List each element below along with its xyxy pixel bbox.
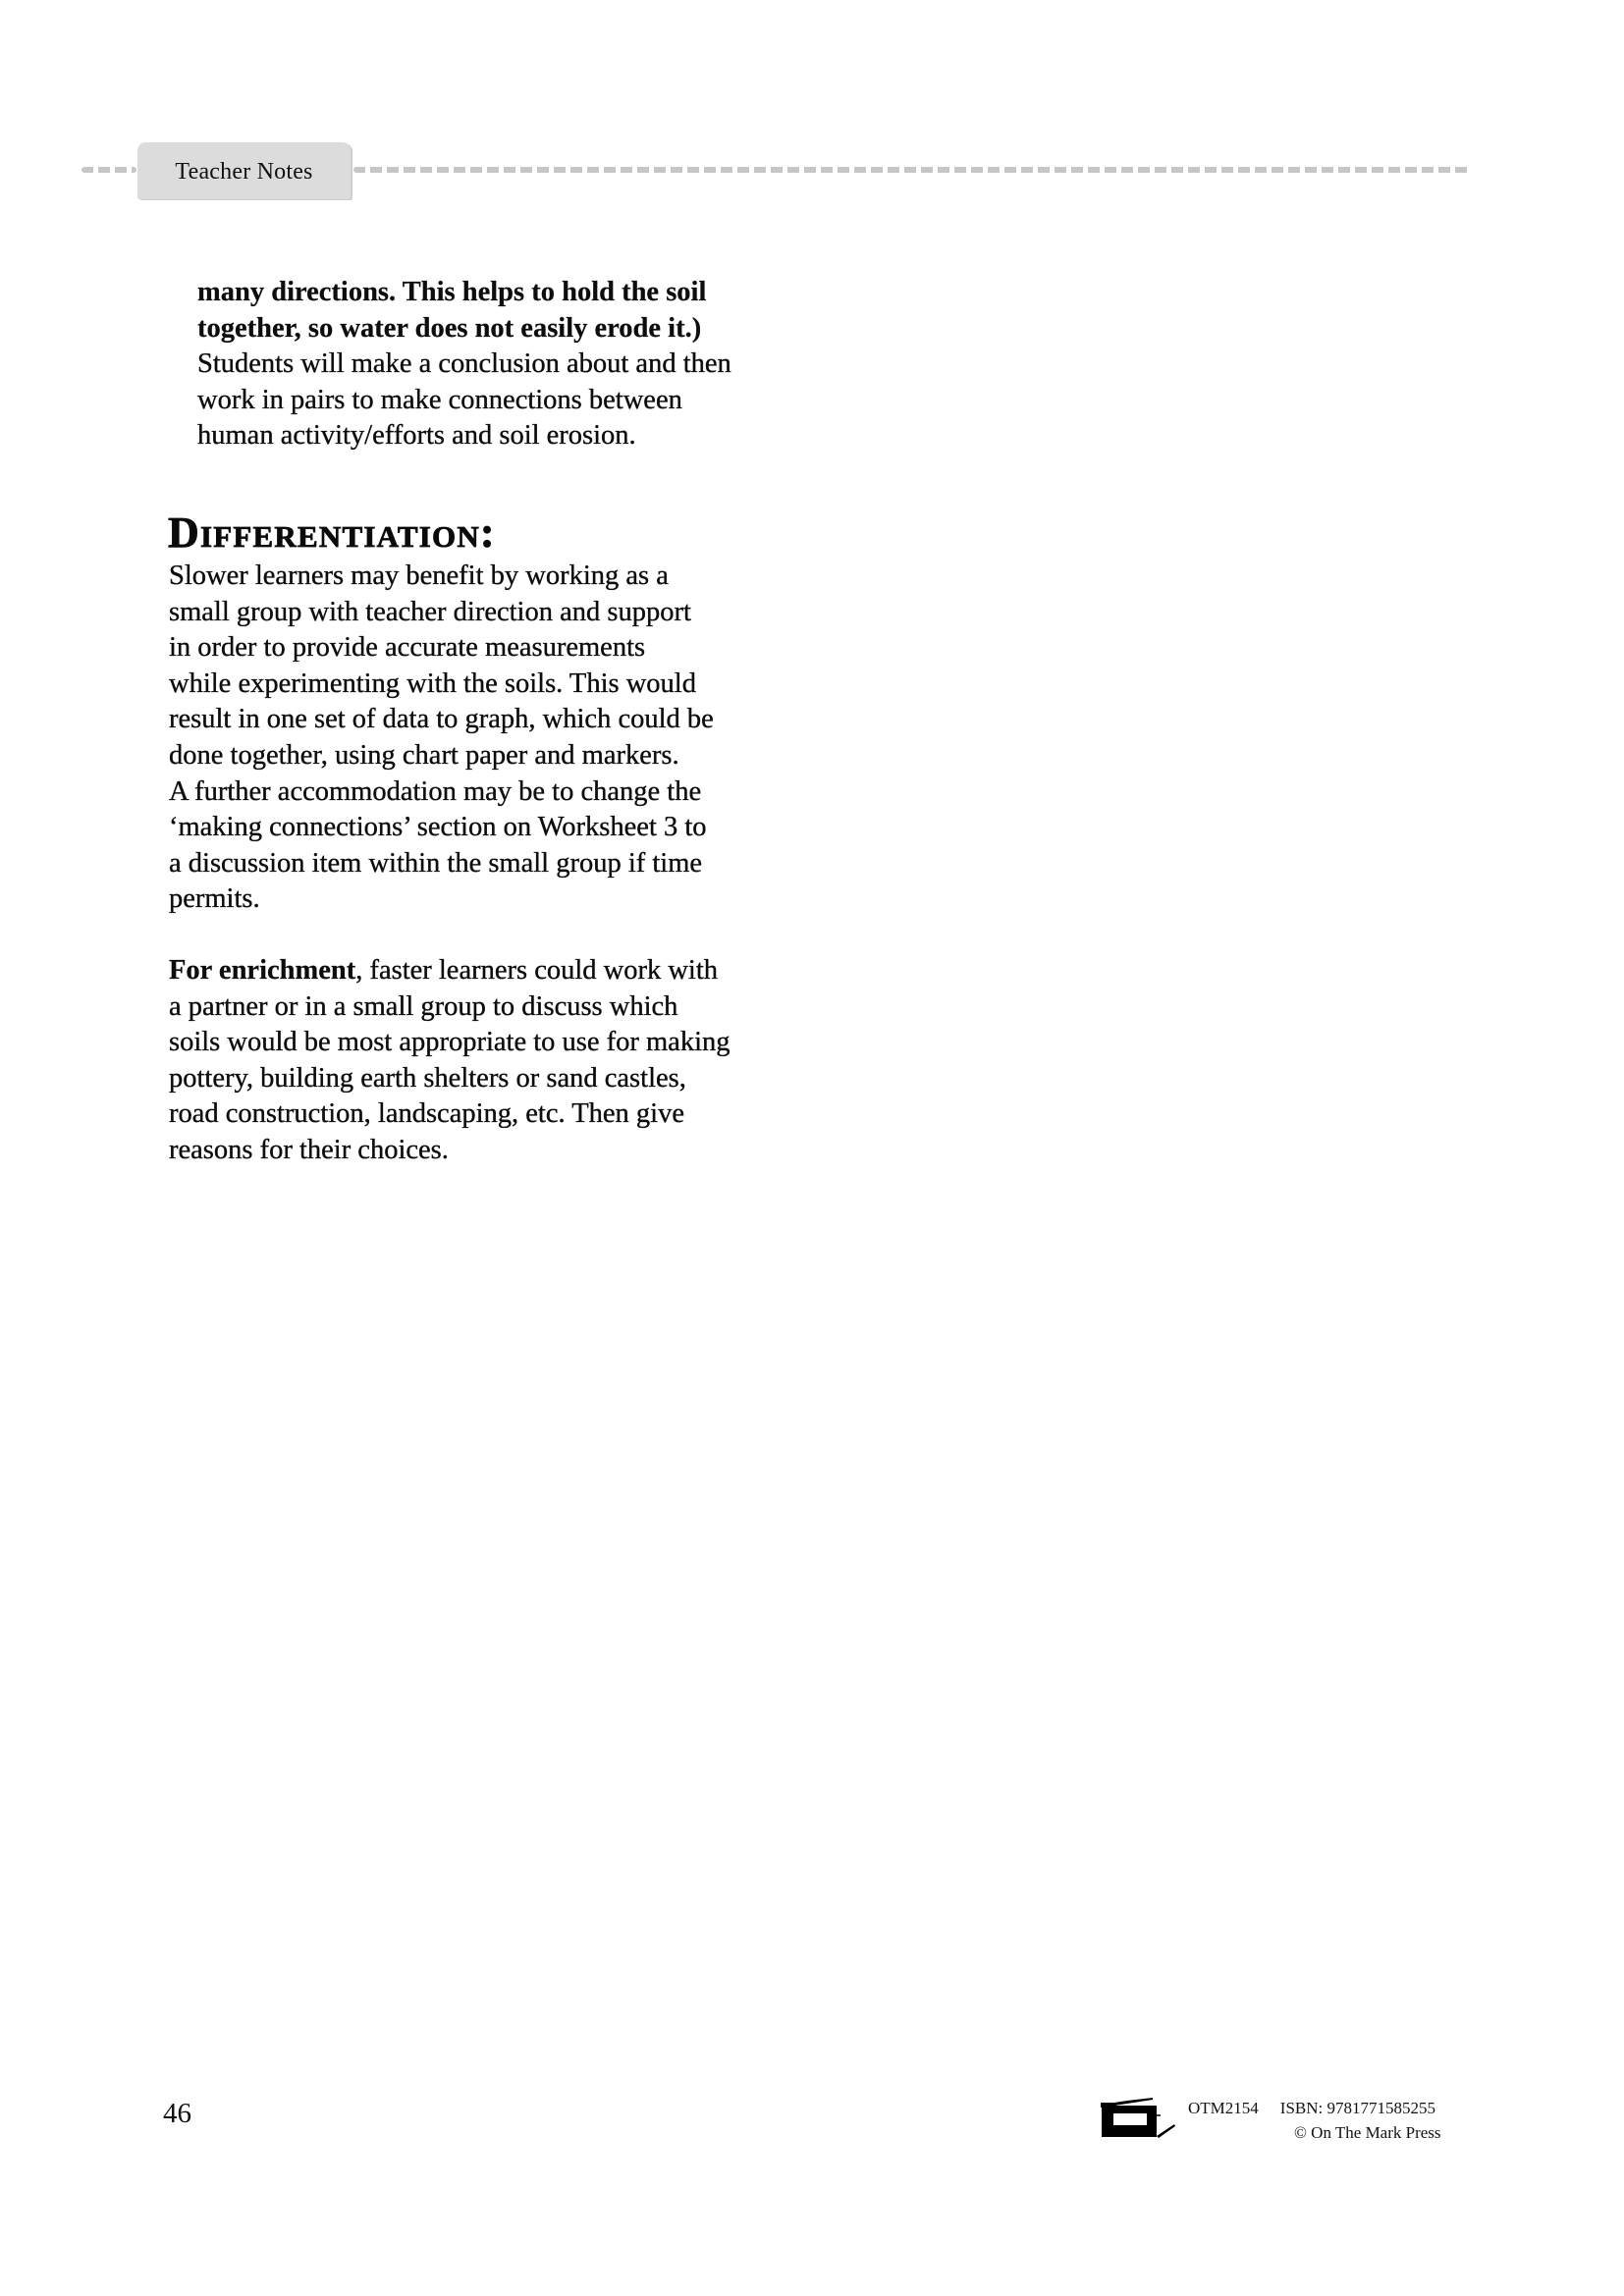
isbn: ISBN: 9781771585255 — [1279, 2099, 1435, 2117]
text-line: ‘making connections’ section on Worksheet 3 to — [169, 812, 707, 843]
differentiation-paragraph — [169, 559, 714, 918]
text-line: small group with teacher direction and support — [169, 596, 691, 627]
text-line: together, so water does not easily erode it.) — [197, 312, 702, 344]
text-line: road construction, landscaping, etc. Then give — [169, 1098, 684, 1130]
text-line: reasons for their choices. — [169, 1134, 449, 1165]
text-line: Slower learners may benefit by working as a — [169, 561, 669, 591]
differentiation-heading: Differentiation: — [168, 508, 496, 557]
text-line: human activity/efforts and soil erosion. — [197, 420, 636, 452]
text-line: work in pairs to make connections between — [197, 384, 682, 415]
text-line — [169, 953, 731, 989]
text-line: soils would be most appropriate to use for making — [169, 1027, 731, 1058]
product-code: OTM2154 — [1188, 2099, 1259, 2117]
text-line: a discussion item within the small group if time — [169, 847, 703, 879]
enrichment-first-line-rest: , faster learners could work with — [355, 955, 719, 986]
text-line: done together, using chart paper and markers. — [169, 739, 679, 771]
text-line: while experimenting with the soils. This would — [169, 667, 696, 699]
text-line: pottery, building earth shelters or sand castles, — [169, 1062, 686, 1094]
continuation-paragraph — [197, 275, 731, 454]
copyright: © On The Mark Press — [1294, 2123, 1441, 2142]
text-line: permits. — [169, 883, 260, 915]
text-line: a partner or in a small group to discuss which — [169, 990, 678, 1022]
text-line: many directions. This helps to hold the soil — [197, 277, 707, 307]
header-dashed-rule-left — [81, 167, 136, 173]
footer-publication-info — [1188, 2099, 1435, 2118]
text-line: A further accommodation may be to change the — [169, 775, 702, 807]
text-line: Students will make a conclusion about and then — [197, 348, 731, 380]
photocopier-icon — [1098, 2097, 1180, 2142]
page-number: 46 — [163, 2098, 191, 2129]
enrichment-paragraph — [169, 953, 731, 1169]
enrichment-lead: For enrichment — [169, 955, 356, 986]
text-line: result in one set of data to graph, which could be — [169, 704, 714, 735]
text-line: in order to provide accurate measurements — [169, 632, 646, 664]
section-tab-label: Teacher Notes — [175, 158, 313, 185]
header-dashed-rule-right — [353, 167, 1470, 173]
section-tab — [137, 142, 351, 199]
